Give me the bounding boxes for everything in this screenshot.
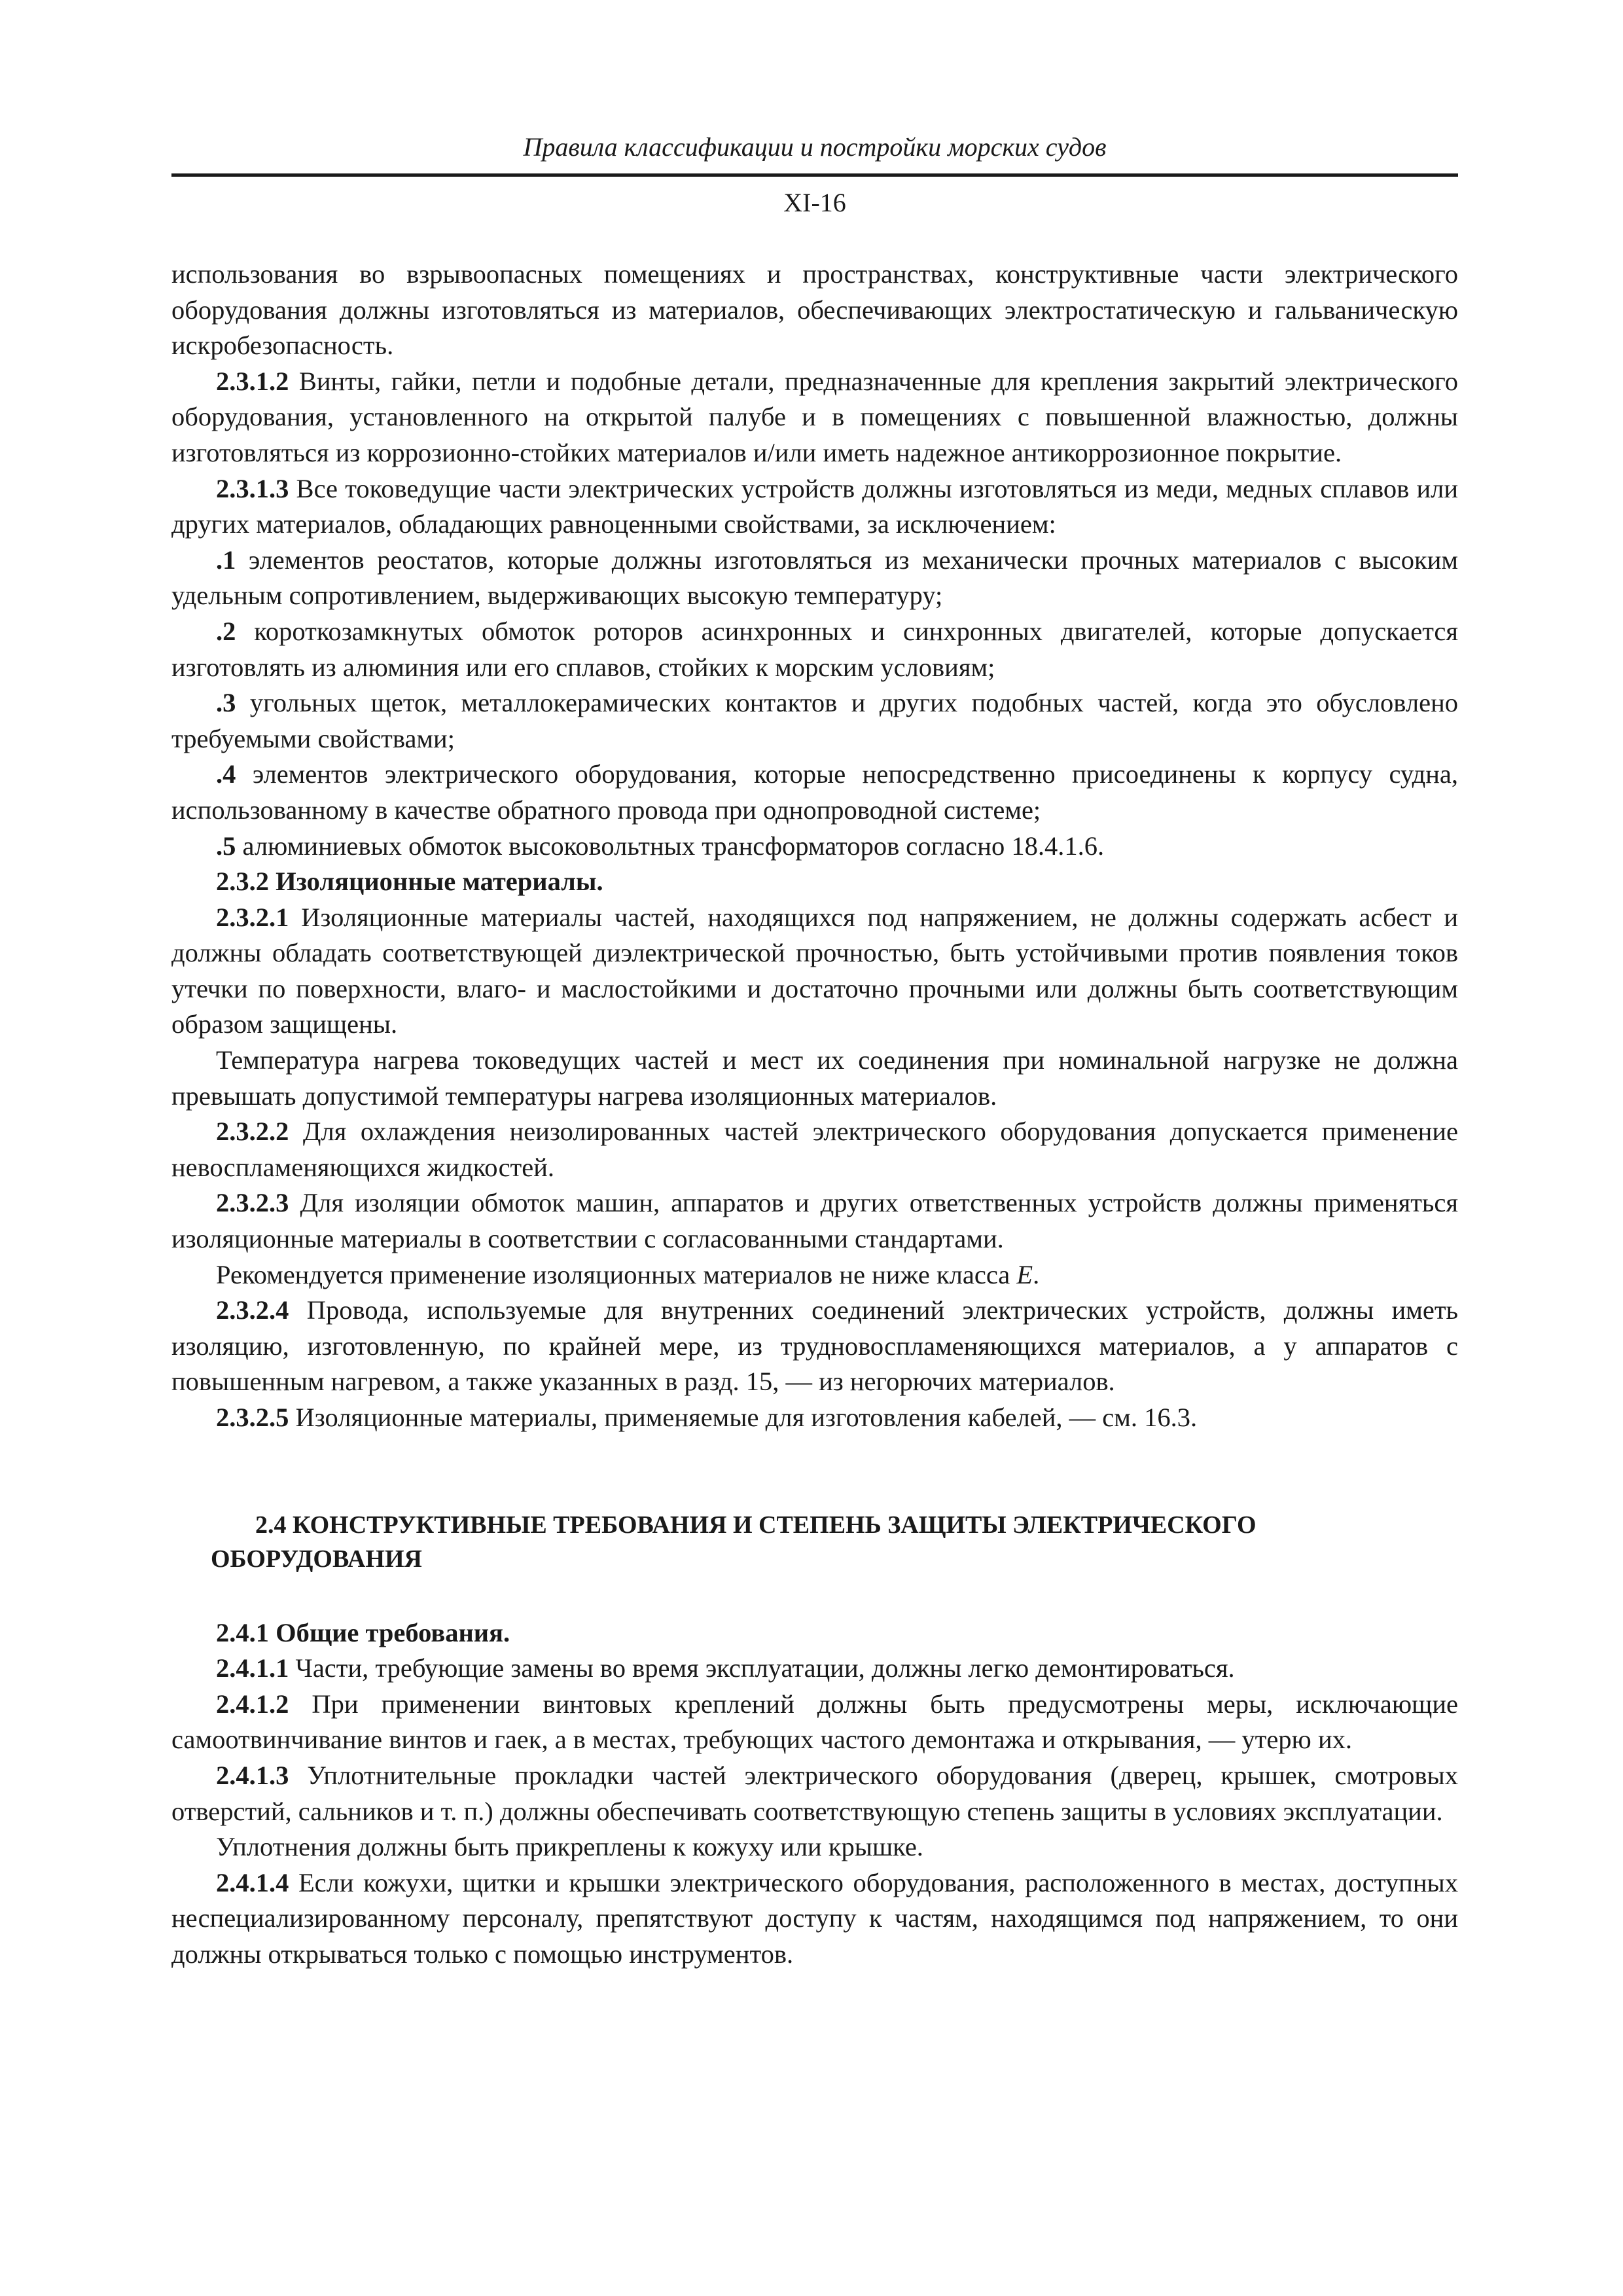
- clause-number: 2.3.1.3: [216, 473, 289, 503]
- list-text: элементов электрического оборудования, которые непосредственно присоединены к корпусу судна, использованному в качестве обратного провода при однопроводной системе;: [171, 759, 1458, 825]
- clause-2-3-2-1: [171, 900, 1458, 1043]
- list-number: .1: [216, 545, 236, 575]
- clause-2-4-1-1: [171, 1651, 1458, 1687]
- list-number: .2: [216, 616, 236, 646]
- clause-2-4-1-2: [171, 1687, 1458, 1758]
- document-body: [171, 257, 1458, 1973]
- clause-text: Уплотнительные прокладки частей электрического оборудования (дверец, крышек, смотровых отверстий, сальников и т. п.) должны обеспечивать соответствующую степень защиты в условиях эксплуатации.: [171, 1760, 1458, 1826]
- paragraph-continuation: использования во взрывоопасных помещениях и пространствах, конструктивные части электрического оборудования должны изготовляться из материалов, обеспечивающих электростатическую и гальваническую искробезопасность.: [171, 259, 1458, 361]
- clause-number: 2.4.1.2: [216, 1689, 289, 1719]
- subheading-text: 2.3.2 Изоляционные материалы.: [216, 867, 603, 897]
- clause-2-3-2-5: [171, 1400, 1458, 1436]
- section-title-line-1: 2.4 КОНСТРУКТИВНЫЕ ТРЕБОВАНИЯ И СТЕПЕНЬ ЗАЩИТЫ ЭЛЕКТРИЧЕСКОГО: [255, 1511, 1257, 1539]
- clause-text: При применении винтовых креплений должны быть предусмотрены меры, исключающие самоотвинчивание винтов и гаек, а в местах, требующих частого демонтажа и открывания, — утерю их.: [171, 1689, 1458, 1755]
- section-title-2-4: [171, 1508, 1458, 1576]
- clause-2-3-2-2: [171, 1114, 1458, 1185]
- recommendation-end: .: [1033, 1259, 1040, 1289]
- list-text: угольных щеток, металлокерамических контактов и других подобных частей, когда это обусловлено требуемыми свойствами;: [171, 688, 1458, 753]
- clause-text: Все токоведущие части электрических устройств должны изготовляться из меди, медных сплавов или других материалов, обладающих равноценными свойствами, за исключением:: [171, 473, 1458, 539]
- list-text: короткозамкнутых обмоток роторов асинхронных и синхронных двигателей, которые допускается изготовлять из алюминия или его сплавов, стойких к морским условиям;: [171, 616, 1458, 682]
- recommendation-text: Рекомендуется применение изоляционных материалов не ниже класса: [216, 1259, 1017, 1289]
- clause-number: 2.3.2.4: [216, 1295, 289, 1325]
- insulation-class: E: [1016, 1259, 1033, 1289]
- list-number: .3: [216, 688, 236, 718]
- clause-text: Изоляционные материалы частей, находящихся под напряжением, не должны содержать асбест и должны обладать соответствующей диэлектрической прочностью, быть устойчивыми против появления токов утечки по поверхности, влаго- и маслостойкими и достаточно прочными или должны быть соответствующим образом защищены.: [171, 902, 1458, 1039]
- clause-number: 2.4.1.1: [216, 1653, 289, 1683]
- clause-2-4-1-4: [171, 1865, 1458, 1973]
- header-rule: [171, 173, 1458, 177]
- paragraph-seals: Уплотнения должны быть прикреплены к кожуху или крышке.: [216, 1832, 923, 1862]
- list-text: алюминиевых обмоток высоковольтных трансформаторов согласно 18.4.1.6.: [236, 831, 1105, 861]
- clause-text: Провода, используемые для внутренних соединений электрических устройств, должны иметь изоляцию, изготовленную, по крайней мере, из трудновоспламеняющихся материалов, а у аппаратов с повышенным нагревом, а также указанных в разд. 15, — из негорючих материалов.: [171, 1295, 1458, 1397]
- clause-2-3-2-4: [171, 1293, 1458, 1400]
- clause-number: 2.3.2.5: [216, 1403, 289, 1432]
- clause-2-4-1-3: [171, 1758, 1458, 1829]
- section-title-line-2: ОБОРУДОВАНИЯ: [211, 1545, 422, 1573]
- list-item-4: [171, 757, 1458, 828]
- list-item-3: [171, 685, 1458, 757]
- clause-text: Для изоляции обмоток машин, аппаратов и других ответственных устройств должны применяться изоляционные материалы в соответствии с согласованными стандартами.: [171, 1188, 1458, 1254]
- subheading-2-3-2: [171, 864, 1458, 900]
- section-spacer: [171, 1436, 1458, 1508]
- list-item-1: [171, 543, 1458, 614]
- clause-number: 2.3.1.2: [216, 366, 289, 396]
- clause-number: 2.4.1.3: [216, 1760, 289, 1790]
- list-item-5: [171, 829, 1458, 865]
- clause-text: Винты, гайки, петли и подобные детали, предназначенные для крепления закрытий электрического оборудования, установленного на открытой палубе и в помещениях с повышенной влажностью, должны изготовляться из коррозионно-стойких материалов и/или иметь надежное антикоррозионное покрытие.: [171, 366, 1458, 467]
- list-number: .4: [216, 759, 236, 789]
- paragraph-recommendation: [171, 1257, 1458, 1293]
- section-spacer-2: [171, 1576, 1458, 1615]
- paragraph-temperature: Температура нагрева токоведущих частей и мест их соединения при номинальной нагрузке не должна превышать допустимой температуры нагрева изоляционных материалов.: [171, 1045, 1458, 1111]
- subheading-text: 2.4.1 Общие требования.: [216, 1617, 510, 1647]
- clause-number: 2.3.2.2: [216, 1117, 289, 1147]
- clause-text: Части, требующие замены во время эксплуатации, должны легко демонтироваться.: [289, 1653, 1235, 1683]
- list-text: элементов реостатов, которые должны изготовляться из механически прочных материалов с высоким удельным сопротивлением, выдерживающих высокую температуру;: [171, 545, 1458, 611]
- clause-2-3-2-3: [171, 1185, 1458, 1257]
- list-item-2: [171, 614, 1458, 685]
- clause-2-3-1-3: [171, 471, 1458, 543]
- clause-2-3-1-2: [171, 364, 1458, 471]
- list-number: .5: [216, 831, 236, 861]
- page-number: XI-16: [783, 188, 846, 217]
- clause-number: 2.3.2.3: [216, 1188, 289, 1218]
- subheading-2-4-1: [171, 1615, 1458, 1651]
- clause-number: 2.3.2.1: [216, 902, 289, 932]
- running-header: Правила классификации и постройки морских судов: [523, 132, 1107, 162]
- clause-number: 2.4.1.4: [216, 1867, 289, 1897]
- clause-text: Изоляционные материалы, применяемые для изготовления кабелей, — см. 16.3.: [289, 1403, 1198, 1432]
- clause-text: Если кожухи, щитки и крышки электрического оборудования, расположенного в местах, доступных неспециализированному персоналу, препятствуют доступу к частям, находящимся под напряжением, то они должны открываться только с помощью инструментов.: [171, 1867, 1458, 1969]
- clause-text: Для охлаждения неизолированных частей электрического оборудования допускается применение невоспламеняющихся жидкостей.: [171, 1117, 1458, 1182]
